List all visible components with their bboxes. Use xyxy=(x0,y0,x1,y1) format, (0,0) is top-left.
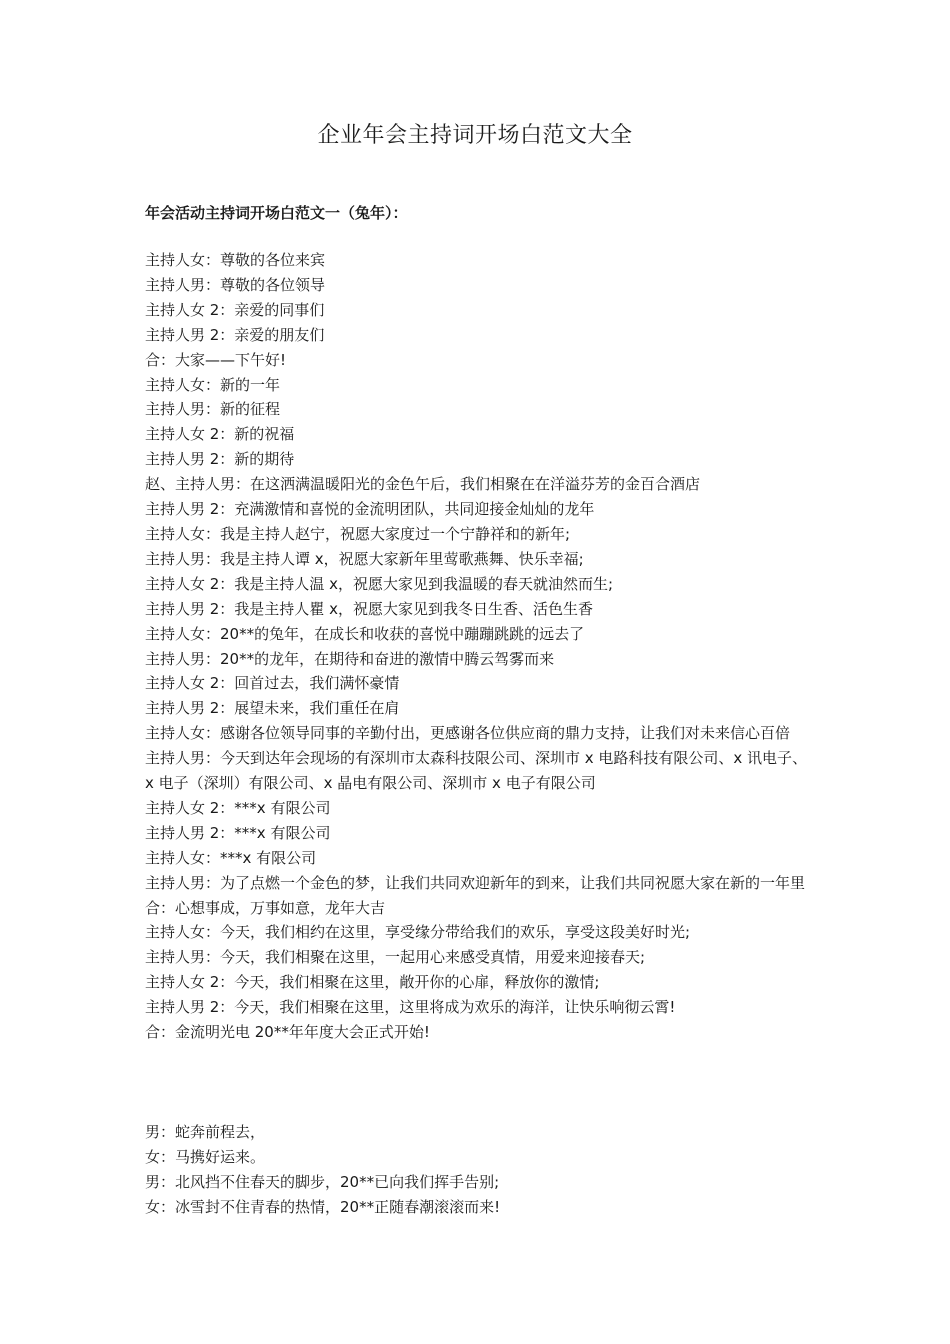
script-line: 主持人男 2：新的期待 xyxy=(145,450,295,469)
script-line: 女：马携好运来。 xyxy=(145,1147,266,1166)
script-line: 主持人男：今天到达年会现场的有深圳市太森科技限公司、深圳市 x 电路科技有限公司、x 讯电子、x 电子（深圳）有限公司、x 晶电有限公司、深圳市 x 电子有限公司 xyxy=(145,749,808,793)
script-line: 主持人女 2：我是主持人温 x，祝愿大家见到我温暖的春天就油然而生; xyxy=(145,574,614,593)
script-line: 主持人女 2：***x 有限公司 xyxy=(145,798,331,817)
script-line: 男：蛇奔前程去， xyxy=(145,1123,266,1141)
script-line: 主持人男：尊敬的各位领导 xyxy=(145,275,326,294)
script-line: 合：金流明光电 20**年年度大会正式开始! xyxy=(145,1023,430,1042)
script-line: 主持人女 2：新的祝福 xyxy=(145,425,295,444)
script-line: 主持人男 2：充满激情和喜悦的金流明团队，共同迎接金灿灿的龙年 xyxy=(145,500,595,519)
script-line: 主持人女：尊敬的各位来宾 xyxy=(145,251,326,269)
script-line: 主持人女 2：亲爱的同事们 xyxy=(145,300,325,319)
script-line: 主持人女 2：回首过去，我们满怀豪情 xyxy=(145,674,400,693)
document-title: 企业年会主持词开场白范文大全 xyxy=(317,123,633,148)
script-line: 主持人女 2：今天，我们相聚在这里，敞开你的心扉，释放你的激情; xyxy=(145,973,600,992)
script-line: 主持人男 2：展望未来，我们重任在肩 xyxy=(145,699,400,718)
script-line: 主持人男：我是主持人谭 x，祝愿大家新年里莺歌燕舞、快乐幸福; xyxy=(145,549,584,568)
script-line: 男：北风挡不住春天的脚步，20**已向我们挥手告别; xyxy=(145,1172,500,1191)
script-line: 主持人男：20**的龙年，在期待和奋进的激情中腾云驾雾而来 xyxy=(145,649,555,668)
script-line: 主持人女：感谢各位领导同事的辛勤付出，更感谢各位供应商的鼎力支持，让我们对未来信心百倍 xyxy=(145,724,791,743)
script-line: 女：冰雪封不住青春的热情，20**正随春潮滚滚而来! xyxy=(145,1197,501,1216)
script-line: 主持人女：今天，我们相约在这里，享受缘分带给我们的欢乐，享受这段美好时光; xyxy=(145,923,691,942)
script-line: 主持人女：我是主持人赵宁，祝愿大家度过一个宁静祥和的新年; xyxy=(145,524,571,543)
script-line: 主持人男：为了点燃一个金色的梦，让我们共同欢迎新年的到来，让我们共同祝愿大家在新的一年里 xyxy=(145,873,806,892)
script-line: 主持人男 2：我是主持人瞿 x，祝愿大家见到我冬日生香、活色生香 xyxy=(145,599,593,618)
script-line: 主持人男：今天，我们相聚在这里，一起用心来感受真情，用爱来迎接春天; xyxy=(145,948,646,967)
script-line: 主持人女：新的一年 xyxy=(145,375,281,394)
script-line: 合：大家——下午好! xyxy=(145,350,287,369)
script-line: 合：心想事成，万事如意，龙年大吉 xyxy=(145,898,386,917)
script-line: 主持人女：***x 有限公司 xyxy=(145,848,317,867)
script-line: 主持人男：新的征程 xyxy=(145,400,281,419)
script-line: 赵、主持人男：在这洒满温暖阳光的金色午后，我们相聚在在洋溢芬芳的金百合酒店 xyxy=(145,475,701,494)
script-line: 主持人男 2：今天，我们相聚在这里，这里将成为欢乐的海洋，让快乐响彻云霄! xyxy=(145,998,676,1017)
script-block-main xyxy=(145,248,810,1045)
script-block-dialogue xyxy=(145,1120,810,1220)
script-line: 主持人女：20**的兔年，在成长和收获的喜悦中蹦蹦跳跳的远去了 xyxy=(145,624,585,643)
script-line: 主持人男 2：亲爱的朋友们 xyxy=(145,325,325,344)
section-heading: 年会活动主持词开场白范文一（兔年）： xyxy=(145,204,408,222)
script-line: 主持人男 2：***x 有限公司 xyxy=(145,823,331,842)
